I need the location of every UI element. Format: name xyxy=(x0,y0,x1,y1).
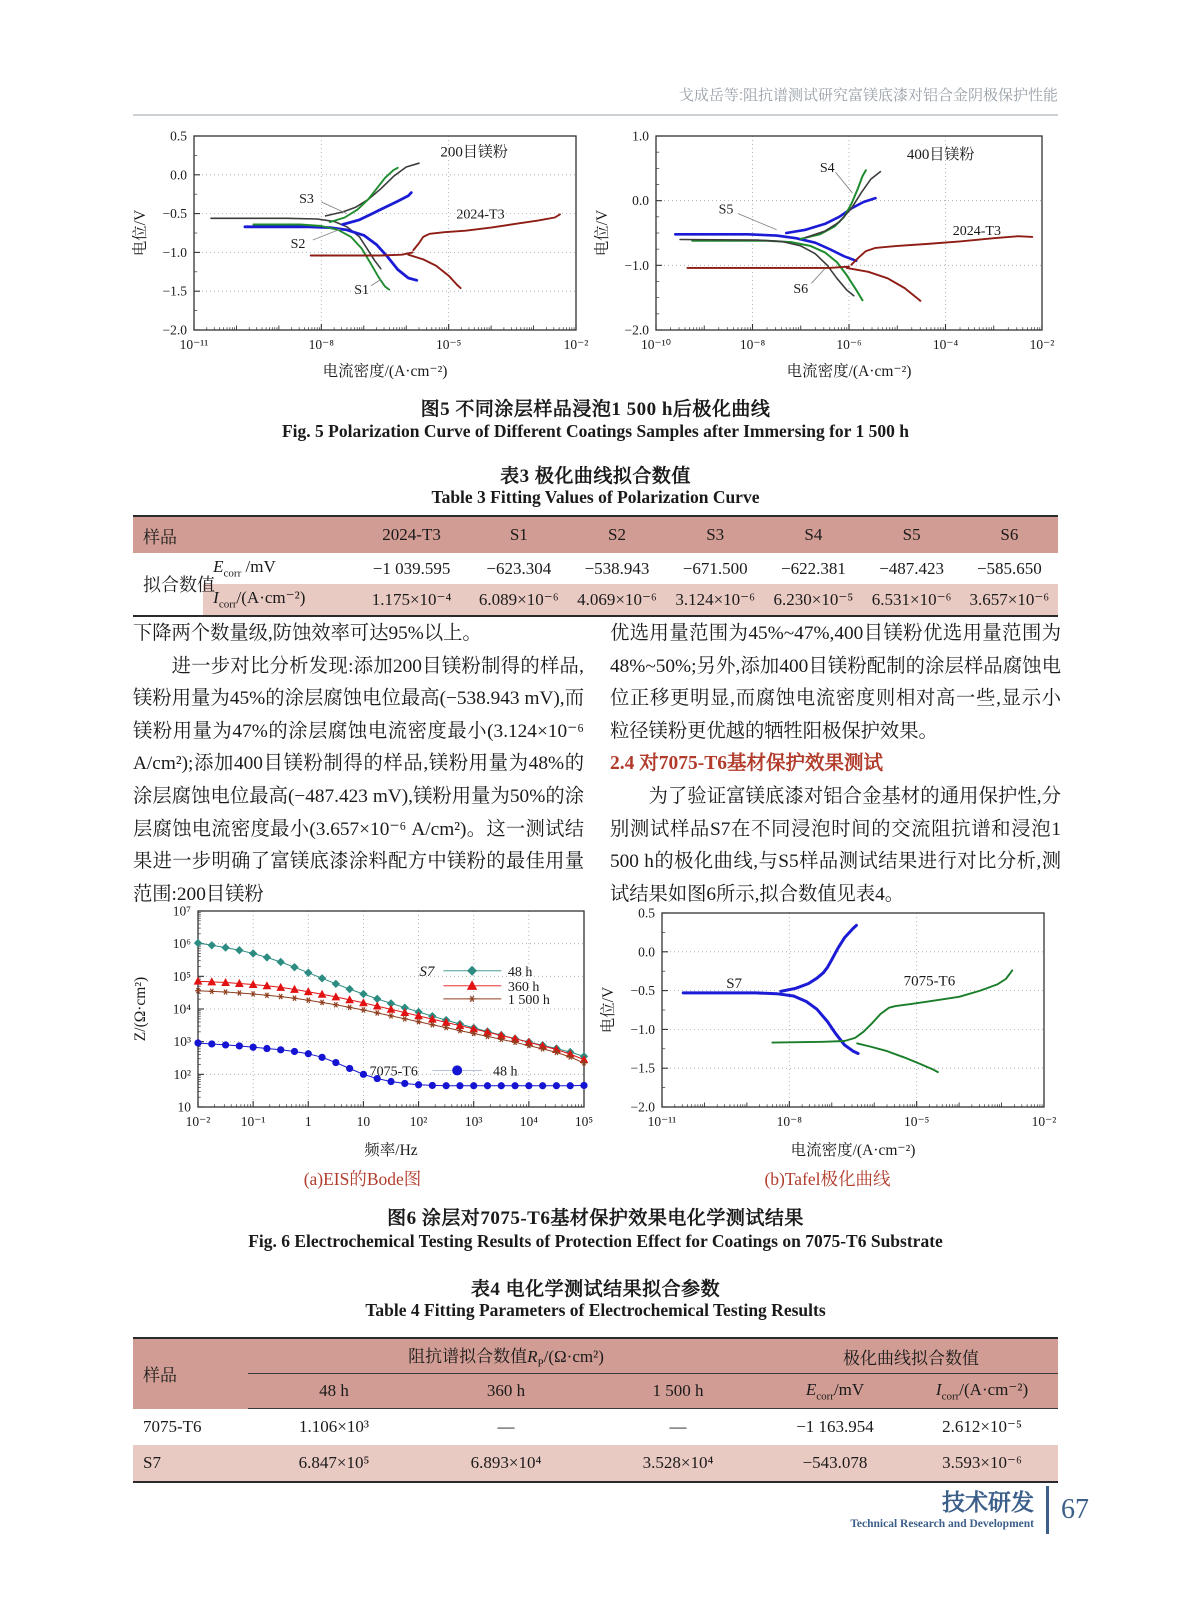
paragraph: 为了验证富镁底漆对铝合金基材的通用保护性,分别测试样品S7在不同浸泡时间的交流阻抗谱和浸泡1 500 h的极化曲线,与S5样品测试结果进行对比分析,测试结果如图6所示,拟合数值见表4。 xyxy=(610,785,1061,905)
fig6-caption-en: Fig. 6 Electrochemical Testing Results of Protection Effect for Coatings on 7075-T6 Substrate xyxy=(248,1231,943,1251)
body-left-column xyxy=(133,618,584,911)
table3 xyxy=(133,515,1058,617)
table4-value-cell: 6.893×10⁴ xyxy=(420,1445,592,1482)
running-header: 戈成岳等:阻抗谱测试研究富镁底漆对铝合金阴极保护性能 xyxy=(133,84,1058,116)
svg-text:10⁻²: 10⁻² xyxy=(563,337,589,352)
svg-text:7075-T6: 7075-T6 xyxy=(903,973,956,990)
fig5a-polarization-chart-200mesh xyxy=(130,126,592,384)
table4-value-cell: 6.847×10⁵ xyxy=(248,1445,420,1482)
svg-text:10⁻⁸: 10⁻⁸ xyxy=(739,337,766,352)
table4-value-cell: 1.106×10³ xyxy=(299,1416,369,1436)
svg-text:电位/V: 电位/V xyxy=(594,209,611,257)
table3-value-cell: −622.381 xyxy=(780,558,846,578)
svg-text:10⁻⁸: 10⁻⁸ xyxy=(308,337,335,352)
table4-subheader: 360 h xyxy=(420,1374,592,1409)
fig6-caption-zh: 图6 涂层对7075-T6基材保护效果电化学测试结果 xyxy=(387,1208,804,1229)
table4-subheader: $I_{corr}/(A\cdot cm^{-2})$ xyxy=(906,1374,1058,1409)
fig5b-polarization-chart-400mesh xyxy=(592,126,1060,384)
svg-text:−2.0: −2.0 xyxy=(624,322,649,338)
svg-text:0.0: 0.0 xyxy=(638,944,655,960)
table4-subheader: 1 500 h xyxy=(592,1374,764,1409)
svg-text:10³: 10³ xyxy=(173,1034,191,1050)
table4-col0: 样品 xyxy=(133,1338,248,1409)
svg-text:10²: 10² xyxy=(409,1114,428,1129)
svg-text:S4: S4 xyxy=(819,161,835,177)
svg-text:电流密度/(A·cm⁻²): 电流密度/(A·cm⁻²) xyxy=(790,1142,916,1159)
svg-text:−1.0: −1.0 xyxy=(162,244,187,260)
table3-row xyxy=(133,584,1058,616)
footer-zh: 技术研发 xyxy=(942,1488,1034,1515)
table4-subheader: $E_{corr}/mV$ xyxy=(764,1374,906,1409)
table4-value-cell: 3.528×10⁴ xyxy=(592,1445,764,1482)
svg-text:电流密度/(A·cm⁻²): 电流密度/(A·cm⁻²) xyxy=(322,363,448,380)
svg-text:S5: S5 xyxy=(718,202,734,218)
table4-value-cell: — xyxy=(669,1416,687,1436)
table3-value-cell: −538.943 xyxy=(584,558,650,578)
svg-text:2024-T3: 2024-T3 xyxy=(952,223,1001,239)
table4 xyxy=(133,1337,1058,1483)
svg-text:0.0: 0.0 xyxy=(170,167,187,183)
svg-text:−1.5: −1.5 xyxy=(162,283,187,299)
svg-text:频率/Hz: 频率/Hz xyxy=(364,1142,418,1159)
table4-value-cell: 2.612×10⁻⁵ xyxy=(942,1416,1022,1436)
table3-value-cell: −585.650 xyxy=(976,558,1042,578)
table3-param-label: $E_{corr}$ /mV xyxy=(213,557,276,580)
svg-text:−0.5: −0.5 xyxy=(162,206,187,222)
svg-text:10⁻⁴: 10⁻⁴ xyxy=(932,337,959,352)
svg-text:10⁻⁶: 10⁻⁶ xyxy=(836,337,862,352)
table3-value-cell: −487.423 xyxy=(879,558,945,578)
svg-text:0.5: 0.5 xyxy=(170,128,187,144)
svg-text:S7: S7 xyxy=(726,975,743,992)
svg-text:−0.5: −0.5 xyxy=(630,983,655,999)
figure5-row xyxy=(130,126,1060,384)
svg-text:10⁻⁵: 10⁻⁵ xyxy=(435,337,462,352)
table3-col-header: S2 xyxy=(568,516,666,553)
footer-divider xyxy=(1046,1486,1049,1534)
body-text xyxy=(133,618,1061,911)
paragraph: 进一步对比分析发现:添加200目镁粉制得的样品,镁粉用量为45%的涂层腐蚀电位最高(−538.943 mV),而镁粉用量为47%的涂层腐蚀电流密度最小(3.124×10⁻⁶ A/cm²);添加400目镁粉制得的样品,镁粉用量为48%的涂层腐蚀电位最高(−487.423 mV),镁粉用量为50%的涂层腐蚀电流密度最小(3.657×10⁻⁶ A/cm²)。这一测试结果进一步明确了富镁底漆涂料配方中镁粉的最佳用量范围:200目镁粉 xyxy=(133,655,584,905)
svg-text:1.0: 1.0 xyxy=(632,128,649,144)
table3-col-header: 2024-T3 xyxy=(353,516,469,553)
svg-text:10⁻¹¹: 10⁻¹¹ xyxy=(179,337,209,352)
svg-text:10²: 10² xyxy=(173,1066,191,1082)
table4-caption-zh: 表4 电化学测试结果拟合参数 xyxy=(470,1279,721,1300)
table3-col-header: S4 xyxy=(764,516,862,553)
svg-text:−2.0: −2.0 xyxy=(162,322,187,338)
table3-row xyxy=(133,553,1058,584)
table3-param-label: $I_{corr}/(A\cdot cm^{-2})$ xyxy=(203,584,353,616)
svg-text:−1.0: −1.0 xyxy=(630,1021,655,1037)
svg-text:电位/V: 电位/V xyxy=(132,209,149,257)
svg-text:10⁵: 10⁵ xyxy=(574,1114,594,1129)
svg-text:S3: S3 xyxy=(299,192,314,208)
section-heading-2-4: 2.4 对7075-T6基材保护效果测试 xyxy=(610,753,884,775)
page-number: 67 xyxy=(1061,1494,1089,1525)
svg-text:0.5: 0.5 xyxy=(638,905,655,921)
table4-value-cell: 3.593×10⁻⁶ xyxy=(906,1445,1058,1482)
svg-text:S6: S6 xyxy=(793,281,809,297)
svg-text:2024-T3: 2024-T3 xyxy=(456,207,505,223)
table3-value-cell: 4.069×10⁻⁶ xyxy=(568,584,666,616)
table3-caption-en: Table 3 Fitting Values of Polarization Curve xyxy=(431,487,760,507)
table3-col-header: S3 xyxy=(666,516,764,553)
svg-text:10⁻¹¹: 10⁻¹¹ xyxy=(647,1114,677,1129)
fig5-caption-en: Fig. 5 Polarization Curve of Different Coatings Samples after Immersing for 1 500 h xyxy=(281,421,909,441)
table4-value-cell: — xyxy=(497,1416,515,1436)
svg-text:200目镁粉: 200目镁粉 xyxy=(440,144,508,161)
svg-text:10⁶: 10⁶ xyxy=(172,936,191,952)
table3-value-cell: 6.089×10⁻⁶ xyxy=(470,584,568,616)
table3-caption-zh: 表3 极化曲线拟合数值 xyxy=(500,466,691,487)
svg-text:1 500 h: 1 500 h xyxy=(507,992,550,1008)
table3-col-header: S6 xyxy=(961,516,1058,553)
svg-text:10⁻⁵: 10⁻⁵ xyxy=(903,1114,930,1129)
table3-value-cell: −1 039.595 xyxy=(372,558,451,578)
svg-text:10⁻¹: 10⁻¹ xyxy=(240,1114,266,1129)
table4-value-cell: −543.078 xyxy=(764,1445,906,1482)
table4-row xyxy=(133,1409,1058,1445)
fig6-subcaptions xyxy=(130,1166,1060,1191)
svg-text:−1.5: −1.5 xyxy=(630,1060,655,1076)
table4-caption-en: Table 4 Fitting Parameters of Electrochemical Testing Results xyxy=(365,1300,826,1320)
svg-text:S2: S2 xyxy=(290,237,306,253)
table3-value-cell: 3.657×10⁻⁶ xyxy=(961,584,1058,616)
svg-text:S7: S7 xyxy=(419,963,435,980)
svg-text:360 h: 360 h xyxy=(507,979,540,995)
svg-text:电位/V: 电位/V xyxy=(600,986,617,1034)
table4-sample-name: 7075-T6 xyxy=(143,1416,202,1436)
fig6a-subcaption: (a)EIS的Bode图 xyxy=(303,1169,422,1189)
fig5-caption-zh: 图5 不同涂层样品浸泡1 500 h后极化曲线 xyxy=(420,399,771,420)
table4-group2: 极化曲线拟合数值 xyxy=(764,1338,1058,1374)
svg-text:电流密度/(A·cm⁻²): 电流密度/(A·cm⁻²) xyxy=(786,363,912,380)
table3-col-header: S5 xyxy=(863,516,961,553)
table4-value-cell: −1 163.954 xyxy=(796,1416,874,1436)
table4-group-header-row xyxy=(133,1338,1058,1374)
paragraph: 优选用量范围为45%~47%,400目镁粉优选用量范围为48%~50%;另外,添加400目镁粉配制的涂层样品腐蚀电位正移更明显,而腐蚀电流密度则相对高一些,显示小粒径镁粉更优越的牺牲阳极保护效果。 xyxy=(610,623,1061,742)
footer-section-name xyxy=(850,1490,1034,1531)
table4-subheader: 48 h xyxy=(248,1374,420,1409)
fig6b-tafel-chart xyxy=(598,901,1060,1163)
footer-en: Technical Research and Development xyxy=(850,1517,1034,1530)
figure6-row xyxy=(130,901,1060,1163)
svg-text:10⁻²: 10⁻² xyxy=(185,1114,211,1129)
svg-text:S1: S1 xyxy=(354,282,370,298)
table3-value-cell: 1.175×10⁻⁴ xyxy=(353,584,469,616)
svg-text:−2.0: −2.0 xyxy=(630,1099,655,1115)
table4-sample-name: S7 xyxy=(133,1445,248,1482)
svg-text:10⁵: 10⁵ xyxy=(172,968,191,984)
svg-text:10⁻¹⁰: 10⁻¹⁰ xyxy=(640,337,672,352)
table3-value-cell: −623.304 xyxy=(486,558,552,578)
table3-header-row xyxy=(133,516,1058,553)
paragraph: 下降两个数量级,防蚀效率可达95%以上。 xyxy=(133,623,482,644)
table4-row xyxy=(133,1445,1058,1482)
table3-col0: 样品 xyxy=(133,516,353,553)
svg-text:Z/(Ω·cm²): Z/(Ω·cm²) xyxy=(132,976,149,1042)
svg-text:1: 1 xyxy=(304,1114,312,1129)
svg-text:−1.0: −1.0 xyxy=(624,257,649,273)
table4-group1: 阻抗谱拟合数值$R_P/(\Omega\cdot cm^2)$ xyxy=(248,1338,764,1374)
table3-row-group: 拟合数值 xyxy=(143,575,215,595)
table3-value-cell: 6.531×10⁻⁶ xyxy=(863,584,961,616)
svg-text:7075-T6: 7075-T6 xyxy=(369,1064,418,1080)
svg-text:10: 10 xyxy=(356,1114,371,1129)
fig6b-subcaption: (b)Tafel极化曲线 xyxy=(764,1169,891,1189)
svg-text:10⁻²: 10⁻² xyxy=(1031,1114,1057,1129)
svg-text:10⁴: 10⁴ xyxy=(172,1001,191,1017)
page-footer xyxy=(850,1486,1089,1534)
svg-text:10⁻⁸: 10⁻⁸ xyxy=(776,1114,803,1129)
svg-text:48 h: 48 h xyxy=(507,964,533,980)
svg-text:400目镁粉: 400目镁粉 xyxy=(906,147,975,164)
svg-text:10⁴: 10⁴ xyxy=(519,1114,538,1129)
svg-text:10⁷: 10⁷ xyxy=(172,903,191,919)
svg-text:10³: 10³ xyxy=(464,1114,483,1129)
table4-subheader-row xyxy=(133,1374,1058,1409)
table3-value-cell: 3.124×10⁻⁶ xyxy=(666,584,764,616)
body-right-column xyxy=(610,618,1061,911)
table3-value-cell: −671.500 xyxy=(682,558,748,578)
fig6a-bode-chart xyxy=(130,901,598,1163)
table3-col-header: S1 xyxy=(470,516,568,553)
svg-text:10⁻²: 10⁻² xyxy=(1029,337,1055,352)
svg-text:0.0: 0.0 xyxy=(632,193,649,209)
svg-text:10: 10 xyxy=(177,1099,191,1115)
table3-value-cell: 6.230×10⁻⁵ xyxy=(764,584,862,616)
svg-text:48 h: 48 h xyxy=(493,1064,518,1080)
